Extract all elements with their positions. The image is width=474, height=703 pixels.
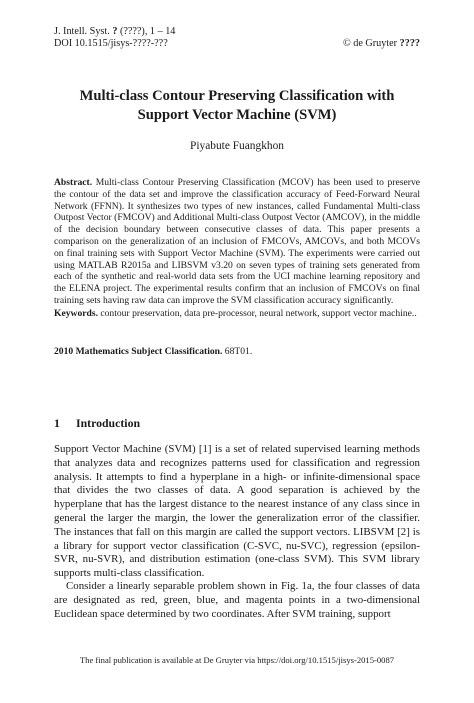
- abstract: [54, 177, 420, 307]
- section-title: Introduction: [76, 416, 141, 430]
- journal-header: [54, 26, 420, 38]
- author: Piyabute Fuangkhon: [190, 140, 284, 152]
- footer-note: The final publication is available at De Gruyter via https://doi.org/10.1515/jisys-2015-0087: [79, 655, 395, 665]
- title-line-1: Multi-class Contour Preserving Classification with: [79, 88, 395, 104]
- abstract-text: Multi-class Contour Preserving Classification (MCOV) has been used to preserve the contour of the data set and improve the classification accuracy of Feed-Forward Neural Network (FFNN). It synthesizes two types of new instances, called Fundamental Multi-class Outpost Vector (FMCOV) and Additional Multi-class Outpost Vector (AMCOV), in the middle of the decision boundary between consecutive classes of data. This paper presents a comparison on the generalization of an inclusion of FMCOVs, AMCOVs, and both MCOVs on final training sets with Support Vector Machine (SVM). The experiments were carried out using MATLAB R2015a and LIBSVM v3.20 on seven types of training sets generated from each of the synthetic and real-world data sets from the UCI machine learning repository and the ELENA project. The experimental results confirm that an inclusion of FMCOVs on final training sets having raw data can improve the SVM classification accuracy significantly.: [54, 177, 420, 306]
- journal-volume: ?: [112, 26, 118, 37]
- journal-name: J. Intell. Syst.: [54, 26, 110, 37]
- copyright: © de Gruyter ????: [342, 38, 420, 49]
- copyright-year: ????: [399, 38, 420, 49]
- msc-text: 68T01.: [222, 346, 253, 357]
- paper-title: [54, 87, 420, 125]
- paragraph-1: Support Vector Machine (SVM) [1] is a set of related supervised learning methods that analyzes data and recognizes patterns used for classification and regression analysis. It attempts to find a hyperplane in a high- or infinite-dimensional space that divides the two classes of data. A good separation is achieved by the hyperplane that has the largest distance to the nearest instance of any class since in general the larger the margin, the lower the generalization error of the classifier. The instances that fall on this margin are called the support vectors. LIBSVM [2] is a library for support vector classification (C-SVC, nu-SVC), regression (epsilon-SVR, nu-SVR), and distribution estimation (one-class SVM). This SVM library supports multi-class classification.: [54, 443, 420, 580]
- paragraph-2: Consider a linearly separable problem shown in Fig. 1a, the four classes of data are designated as red, green, blue, and magenta points in a two-dimensional Euclidean space determined by two coordinates. After SVM training, support: [54, 580, 420, 620]
- doi: DOI 10.1515/jisys-????-???: [54, 38, 168, 49]
- journal-pages: , 1 – 14: [144, 26, 176, 37]
- keywords: [54, 308, 420, 320]
- journal-year: (????): [119, 26, 145, 37]
- abstract-label: Abstract.: [54, 177, 93, 188]
- keywords-label: Keywords.: [54, 308, 98, 319]
- keywords-text: contour preservation, data pre-processor, neural network, support vector machine..: [97, 308, 417, 319]
- msc-label: 2010 Mathematics Subject Classification.: [54, 346, 223, 357]
- section-number: 1: [54, 416, 60, 430]
- doi-copyright-line: [54, 38, 420, 50]
- section-heading: [54, 416, 420, 430]
- msc: [54, 346, 420, 358]
- title-line-2: Support Vector Machine (SVM): [137, 107, 337, 123]
